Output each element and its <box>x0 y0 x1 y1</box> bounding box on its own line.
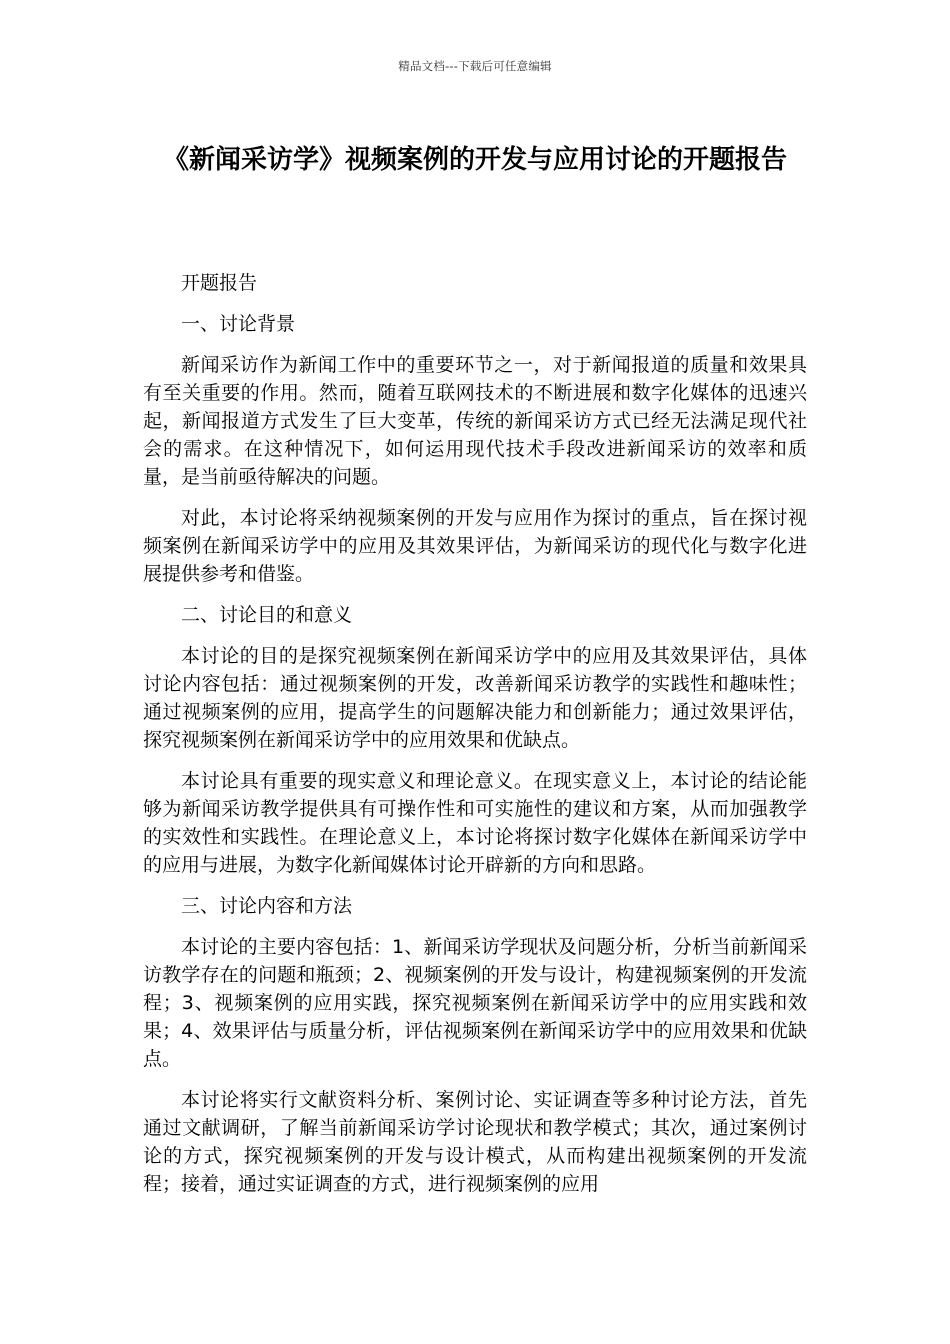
section-heading-methods: 三、讨论内容和方法 <box>181 895 353 917</box>
paragraph-methods-2: 本讨论将实行文献资料分析、案例讨论、实证调查等多种讨论方法，首先通过文献调研，了解当前新闻采访学讨论现状和教学模式；其次，通过案例讨论的方式，探究视频案例的开发与设计模式，从而构建出视频案例的开发流程；接着，通过实证调查的方式，进行视频案例的应用 <box>143 1089 807 1195</box>
paragraph-background-1: 新闻采访作为新闻工作中的重要环节之一，对于新闻报道的质量和效果具有至关重要的作用。然而，随着互联网技术的不断进展和数字化媒体的迅速兴起，新闻报道方式发生了巨大变革，传统的新闻采访方式已经无法满足现代社会的需求。在这种情况下，如何运用现代技术手段改进新闻采访的效率和质量，是当前亟待解决的问题。 <box>143 354 807 488</box>
section-heading-report: 开题报告 <box>181 272 258 294</box>
section-heading-purpose: 二、讨论目的和意义 <box>181 604 353 626</box>
document-body <box>143 269 807 1211</box>
paragraph-purpose-2: 本讨论具有重要的现实意义和理论意义。在现实意义上，本讨论的结论能够为新闻采访教学提供具有可操作性和可实施性的建议和方案，从而加强教学的实效性和实践性。在理论意义上，本讨论将探讨数字化媒体在新闻采访学中的应用与进展，为数字化新闻媒体讨论开辟新的方向和思路。 <box>143 770 807 876</box>
paragraph-methods-1: 本讨论的主要内容包括：1、新闻采访学现状及问题分析，分析当前新闻采访教学存在的问题和瓶颈；2、视频案例的开发与设计，构建视频案例的开发流程；3、视频案例的应用实践，探究视频案例在新闻采访学中的应用实践和效果；4、效果评估与质量分析，评估视频案例在新闻采访学中的应用效果和优缺点。 <box>143 936 807 1070</box>
page-header: 精品文档---下载后可任意编辑 <box>398 59 552 73</box>
paragraph-background-2: 对此，本讨论将采纳视频案例的开发与应用作为探讨的重点，旨在探讨视频案例在新闻采访学中的应用及其效果评估，为新闻采访的现代化与数字化进展提供参考和借鉴。 <box>143 507 807 585</box>
section-heading-background: 一、讨论背景 <box>181 313 296 335</box>
document-title: 《新闻采访学》视频案例的开发与应用讨论的开题报告 <box>162 145 787 175</box>
paragraph-purpose-1: 本讨论的目的是探究视频案例在新闻采访学中的应用及其效果评估，具体讨论内容包括：通过视频案例的开发，改善新闻采访教学的实践性和趣味性；通过视频案例的应用，提高学生的问题解决能力和创新能力；通过效果评估，探究视频案例在新闻采访学中的应用效果和优缺点。 <box>143 645 807 751</box>
